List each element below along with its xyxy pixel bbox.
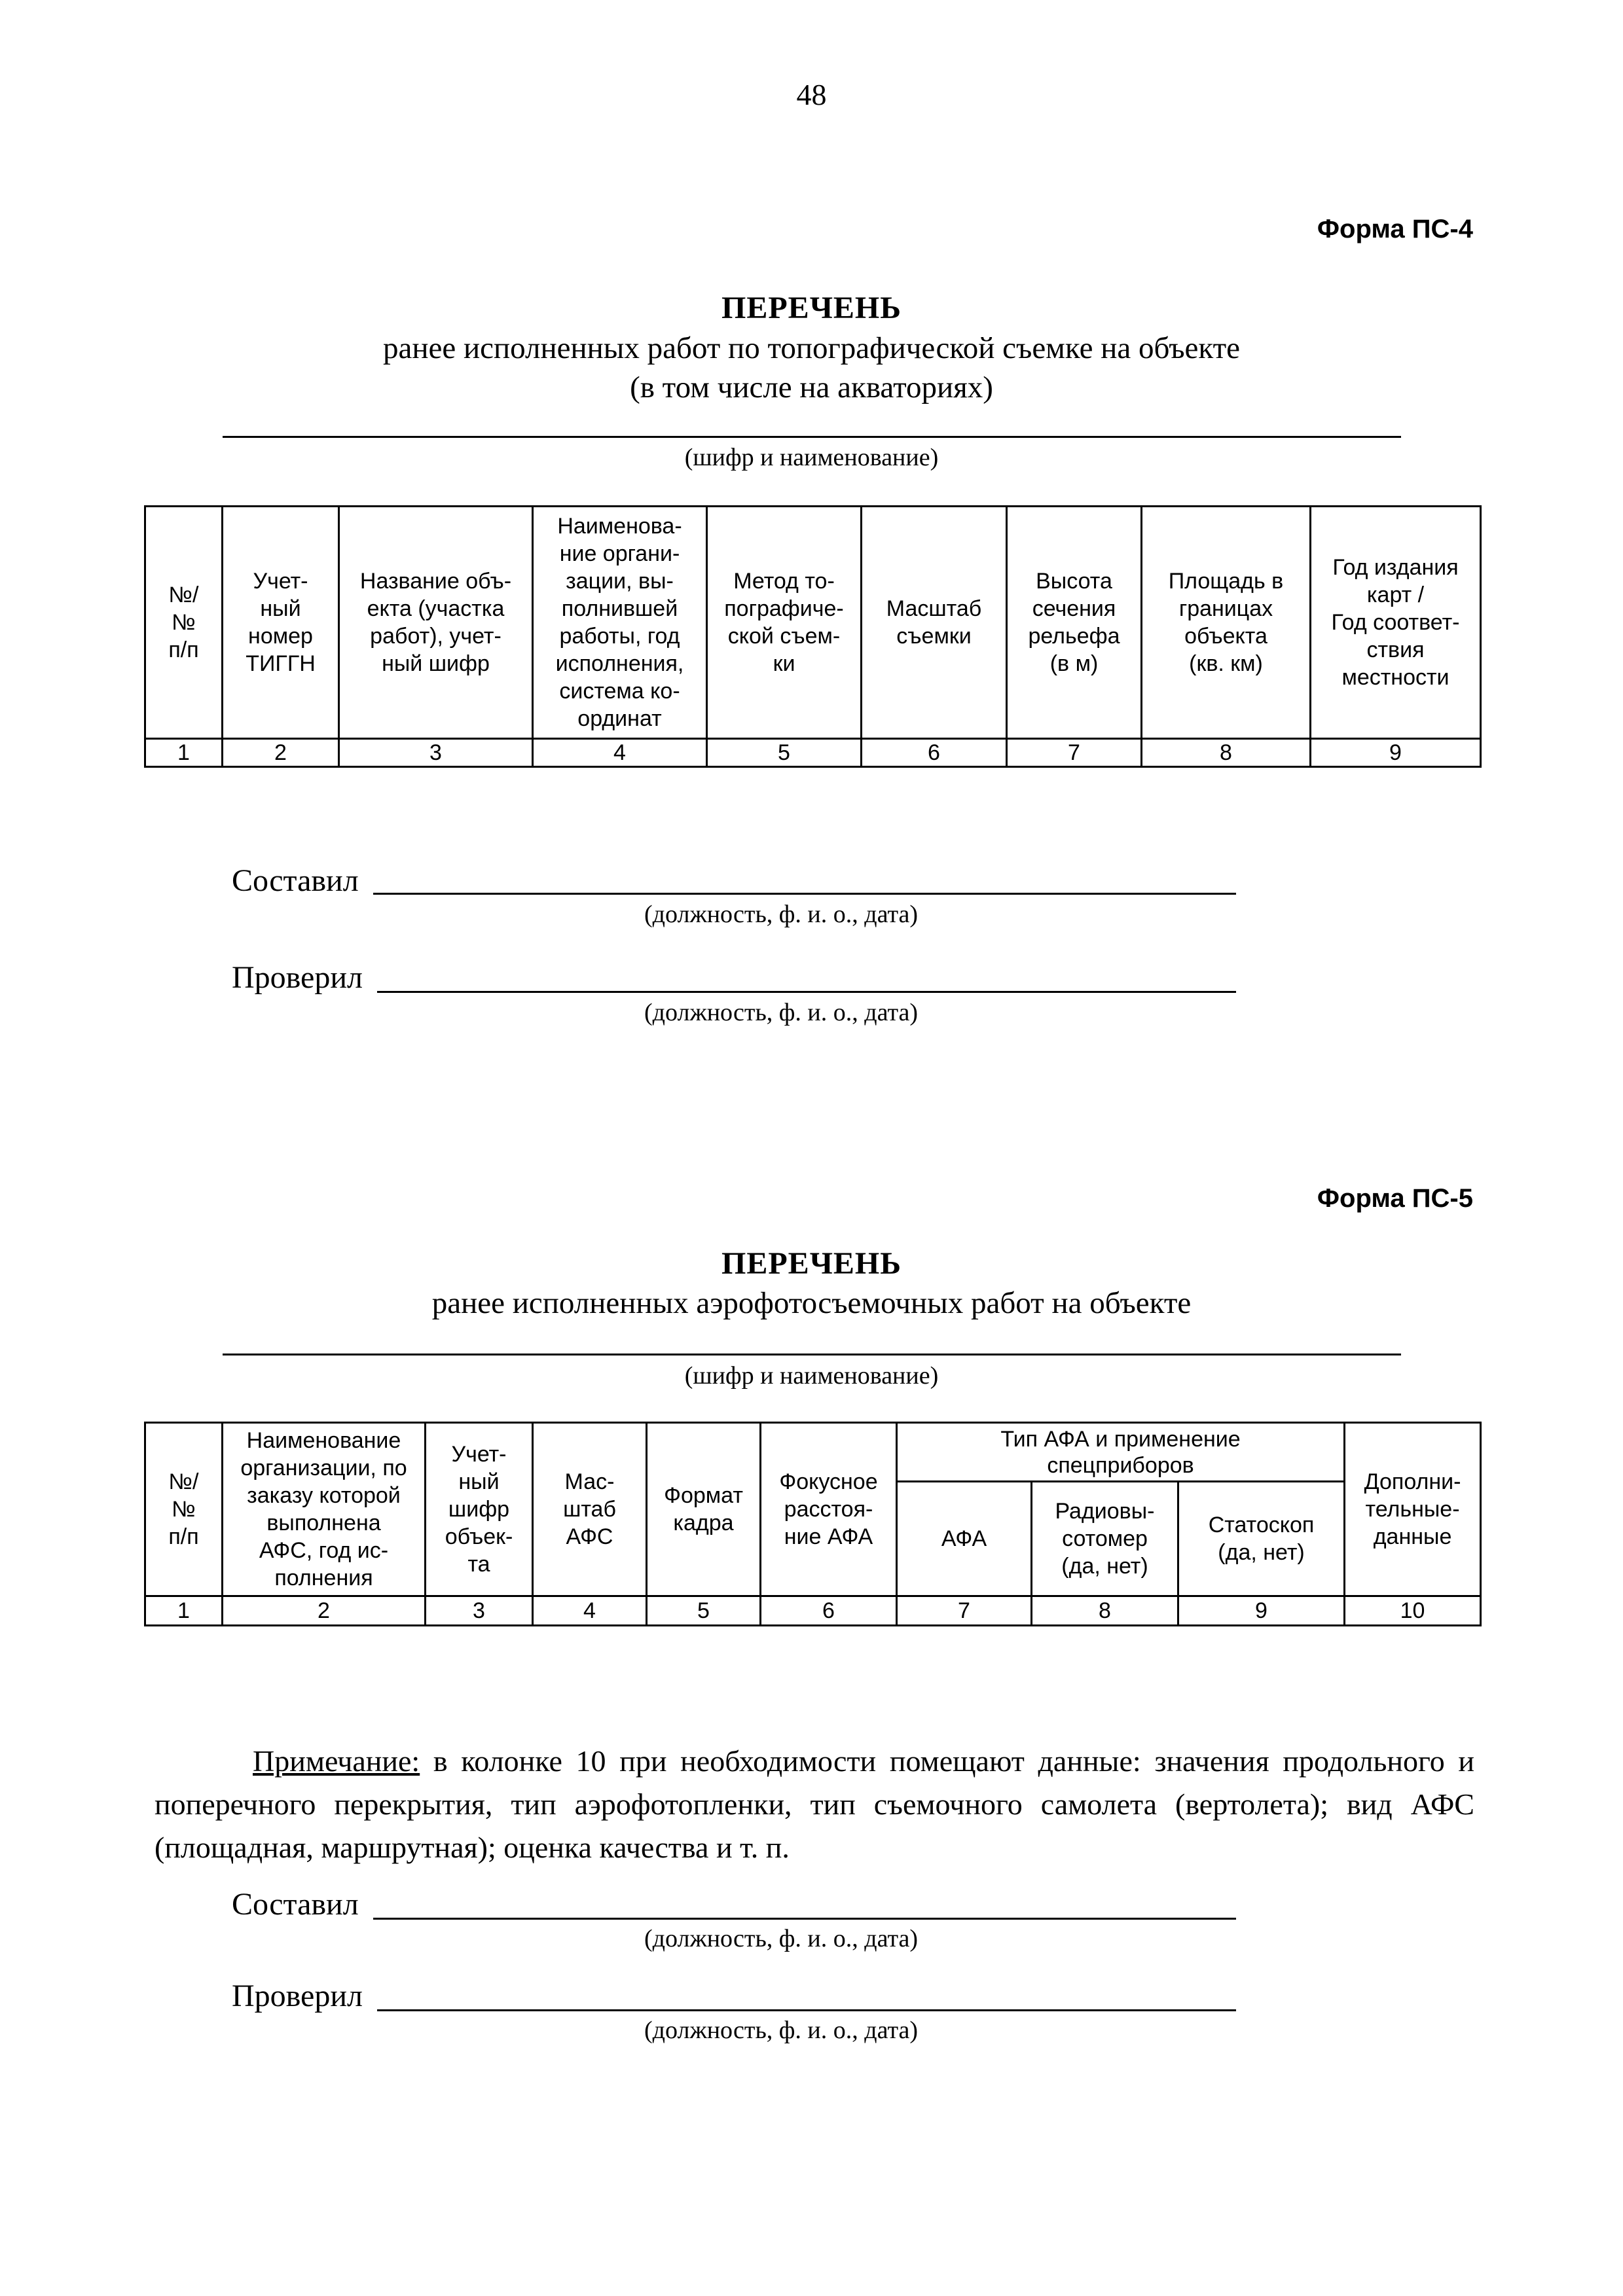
ps5-number-col-2: 2 xyxy=(223,1596,426,1626)
ps4-header-col-7-line: (в м) xyxy=(1049,651,1099,676)
form-ps4-compiled-label: Составил xyxy=(232,863,359,898)
ps5-header-col-3-line: Учет- xyxy=(451,1442,507,1467)
ps5-number-col-8: 8 xyxy=(1032,1596,1178,1626)
ps4-header-col-5-line: ки xyxy=(773,651,795,676)
ps4-header-col-2-line: номер xyxy=(248,624,313,649)
ps4-header-col-1-line: п/п xyxy=(168,637,199,662)
ps4-header-col-8-line: Площадь в xyxy=(1168,569,1284,594)
ps5-header-col-5-line: Формат xyxy=(664,1483,743,1508)
ps5-header-col-2-line: заказу которой xyxy=(247,1483,401,1508)
ps5-header-col-5 xyxy=(647,1423,761,1596)
ps4-header-col-2 xyxy=(223,507,339,739)
ps5-header-col-1-line: № xyxy=(172,1497,196,1522)
form-ps5-subtitle-1: ранее исполненных аэрофотосъемочных работ на объекте xyxy=(431,1286,1192,1320)
form-ps4-checked-label: Проверил xyxy=(232,960,363,995)
ps5-group-header-afa-line: Тип АФА и применение xyxy=(1000,1426,1241,1452)
ps5-header-col-2 xyxy=(223,1423,426,1596)
ps5-number-col-3: 3 xyxy=(426,1596,533,1626)
ps5-number-col-1: 1 xyxy=(145,1596,223,1626)
ps4-header-col-9-line: ствия xyxy=(1366,637,1425,662)
form-ps5-compiled-caption: (должность, ф. и. о., дата) xyxy=(644,1925,919,1952)
form-ps5-cipher-line xyxy=(223,1354,1401,1355)
note-text: в колонке 10 при необходимости помещают данные: значения продольного и поперечного перекрытия, тип аэрофотопленки, тип съемочного самолета (вертолета); вид АФС (площадная, маршрутная); оценка качества и т. п. xyxy=(155,1744,1474,1864)
ps4-header-col-3-line: работ), учет- xyxy=(370,624,501,649)
form-ps5-number-row xyxy=(145,1596,1481,1626)
form-ps4-cipher-caption: (шифр и наименование) xyxy=(684,444,939,471)
ps4-header-col-4 xyxy=(533,507,707,739)
form-ps4-checked-caption: (должность, ф. и. о., дата) xyxy=(644,999,919,1026)
ps5-group-header-afa-line: спецприборов xyxy=(1047,1452,1194,1478)
ps5-header-col-3 xyxy=(426,1423,533,1596)
ps4-header-col-4-line: система ко- xyxy=(559,679,680,704)
ps5-header-col-10 xyxy=(1345,1423,1481,1596)
ps5-header-col-6-line: ние АФА xyxy=(784,1524,873,1549)
ps5-header-col-10-line: данные xyxy=(1373,1524,1452,1549)
ps4-header-col-6 xyxy=(862,507,1007,739)
ps5-subheader-col-8-line: (да, нет) xyxy=(1061,1554,1148,1579)
ps5-subheader-col-9 xyxy=(1178,1482,1345,1596)
ps4-number-col-6: 6 xyxy=(862,739,1007,767)
ps4-header-col-5-line: Метод то- xyxy=(733,569,835,594)
ps4-number-col-1: 1 xyxy=(145,739,223,767)
form-ps4-compiled-line[interactable] xyxy=(373,893,1236,895)
form-ps4-table xyxy=(144,505,1482,768)
ps4-header-col-5 xyxy=(707,507,862,739)
ps5-header-col-2-line: Наименование xyxy=(246,1428,401,1453)
ps4-header-col-5-line: ской съем- xyxy=(727,624,841,649)
ps4-header-col-3-line: екта (участка xyxy=(367,596,505,621)
ps5-header-col-6 xyxy=(761,1423,897,1596)
ps4-header-col-1-line: №/ xyxy=(168,583,199,607)
form-ps5-checked-line[interactable] xyxy=(377,2009,1236,2011)
page-number: 48 xyxy=(796,78,827,111)
form-ps4-header-row xyxy=(145,507,1481,739)
form-ps5-compiled-line[interactable] xyxy=(373,1918,1236,1920)
ps5-group-header-afa xyxy=(897,1423,1345,1482)
ps4-header-col-6-line: Масштаб xyxy=(886,596,982,621)
form-ps4-subtitle-2: (в том числе на акваториях) xyxy=(630,370,993,404)
ps4-number-col-7: 7 xyxy=(1007,739,1142,767)
ps4-number-col-3: 3 xyxy=(339,739,533,767)
ps5-number-col-9: 9 xyxy=(1178,1596,1345,1626)
ps4-header-col-5-line: пографиче- xyxy=(724,596,844,621)
ps4-number-col-8: 8 xyxy=(1142,739,1311,767)
form-ps5-checked-label: Проверил xyxy=(232,1979,363,2013)
ps4-header-col-8-line: объекта xyxy=(1184,624,1267,649)
ps4-header-col-2-line: ТИГГН xyxy=(246,651,316,676)
ps5-header-col-3-line: та xyxy=(467,1552,490,1577)
ps4-header-col-9-line: местности xyxy=(1341,665,1450,690)
ps5-header-col-10-line: тельные- xyxy=(1365,1497,1460,1522)
ps4-number-col-9: 9 xyxy=(1311,739,1481,767)
ps4-header-col-3 xyxy=(339,507,533,739)
ps4-header-col-8-line: (кв. км) xyxy=(1189,651,1263,676)
form-ps5-compiled-label: Составил xyxy=(232,1887,359,1922)
ps5-header-col-4-line: штаб xyxy=(563,1497,616,1522)
ps5-header-col-1-line: №/ xyxy=(168,1469,199,1494)
form-ps4-subtitle-1: ранее исполненных работ по топографической съемке на объекте xyxy=(382,331,1240,365)
ps4-header-col-2-line: Учет- xyxy=(253,569,308,594)
ps5-subheader-col-8 xyxy=(1032,1482,1178,1596)
ps4-header-col-6-line: съемки xyxy=(896,624,972,649)
form-ps4-cipher-line xyxy=(223,436,1401,438)
ps5-number-col-6: 6 xyxy=(761,1596,897,1626)
ps5-subheader-col-8-line: Радиовы- xyxy=(1055,1499,1155,1524)
ps4-header-col-1-line: № xyxy=(172,610,196,635)
ps5-header-col-4-line: АФС xyxy=(566,1524,613,1549)
ps4-header-col-2-line: ный xyxy=(260,596,301,621)
ps4-header-col-4-line: полнившей xyxy=(561,596,678,621)
ps5-header-col-3-line: шифр xyxy=(448,1497,510,1522)
ps5-header-col-2-line: организации, по xyxy=(240,1456,407,1480)
ps4-number-col-4: 4 xyxy=(533,739,707,767)
ps5-header-col-3-line: объек- xyxy=(445,1524,513,1549)
ps5-number-col-7: 7 xyxy=(897,1596,1032,1626)
ps4-header-col-4-line: зации, вы- xyxy=(566,569,674,594)
ps5-header-col-2-line: выполнена xyxy=(266,1511,381,1535)
form-ps5-checked-caption: (должность, ф. и. о., дата) xyxy=(644,2017,919,2044)
ps4-header-col-7-line: Высота xyxy=(1036,569,1112,594)
ps5-subheader-col-7 xyxy=(897,1482,1032,1596)
form-ps5-label: Форма ПС-5 xyxy=(1317,1184,1473,1213)
ps4-header-col-9-line: карт / xyxy=(1366,583,1425,607)
ps5-header-col-4-line: Мас- xyxy=(564,1469,615,1494)
ps5-header-col-6-line: Фокусное xyxy=(779,1469,878,1494)
form-ps5-title: ПЕРЕЧЕНЬ xyxy=(721,1246,902,1281)
ps4-header-col-7-line: рельефа xyxy=(1028,624,1120,649)
ps5-header-col-2-line: АФС, год ис- xyxy=(259,1538,389,1563)
ps4-header-col-3-line: ный шифр xyxy=(382,651,490,676)
ps4-header-col-7 xyxy=(1007,507,1142,739)
ps4-header-col-4-line: Наименова- xyxy=(557,514,682,539)
ps4-header-col-8 xyxy=(1142,507,1311,739)
ps5-subheader-col-8-line: сотомер xyxy=(1062,1526,1148,1551)
ps5-subheader-col-7-line: АФА xyxy=(941,1526,987,1551)
ps4-header-col-4-line: ние органи- xyxy=(559,541,680,566)
ps5-header-col-1 xyxy=(145,1423,223,1596)
ps4-header-col-8-line: границах xyxy=(1178,596,1273,621)
ps5-header-col-3-line: ный xyxy=(458,1469,500,1494)
ps4-number-col-5: 5 xyxy=(707,739,862,767)
ps5-number-col-4: 4 xyxy=(533,1596,647,1626)
ps5-header-col-5-line: кадра xyxy=(673,1511,734,1535)
ps4-header-col-1 xyxy=(145,507,223,739)
form-ps5-cipher-caption: (шифр и наименование) xyxy=(684,1362,939,1390)
ps4-header-col-4-line: исполнения, xyxy=(555,651,684,676)
note-label: Примечание: xyxy=(253,1744,420,1778)
ps5-number-col-10: 10 xyxy=(1345,1596,1481,1626)
form-ps4-compiled-caption: (должность, ф. и. о., дата) xyxy=(644,901,919,928)
ps4-number-col-2: 2 xyxy=(223,739,339,767)
form-ps4-title: ПЕРЕЧЕНЬ xyxy=(721,291,902,325)
ps4-header-col-9-line: Год соответ- xyxy=(1331,610,1460,635)
ps4-header-col-3-line: Название объ- xyxy=(359,569,512,594)
ps5-number-col-5: 5 xyxy=(647,1596,761,1626)
ps5-header-col-1-line: п/п xyxy=(168,1524,199,1549)
ps4-header-col-4-line: работы, год xyxy=(559,624,680,649)
ps5-subheader-col-9-line: (да, нет) xyxy=(1218,1540,1305,1565)
ps5-header-col-6-line: расстоя- xyxy=(784,1497,873,1522)
ps4-header-col-9 xyxy=(1311,507,1481,739)
ps5-subheader-col-9-line: Статоскоп xyxy=(1208,1513,1315,1537)
form-ps4-checked-line[interactable] xyxy=(377,991,1236,993)
ps4-header-col-7-line: сечения xyxy=(1032,596,1116,621)
form-ps5-note xyxy=(155,1740,1474,1869)
form-ps5-header-row xyxy=(145,1423,1481,1482)
form-ps5-table xyxy=(144,1422,1482,1626)
form-ps4-label: Форма ПС-4 xyxy=(1317,215,1473,243)
ps4-header-col-9-line: Год издания xyxy=(1332,555,1459,580)
ps5-header-col-4 xyxy=(533,1423,647,1596)
ps4-header-col-4-line: ординат xyxy=(577,706,662,731)
form-ps4-number-row xyxy=(145,739,1481,767)
ps5-header-col-2-line: полнения xyxy=(274,1566,373,1590)
ps5-header-col-10-line: Дополни- xyxy=(1364,1469,1461,1494)
